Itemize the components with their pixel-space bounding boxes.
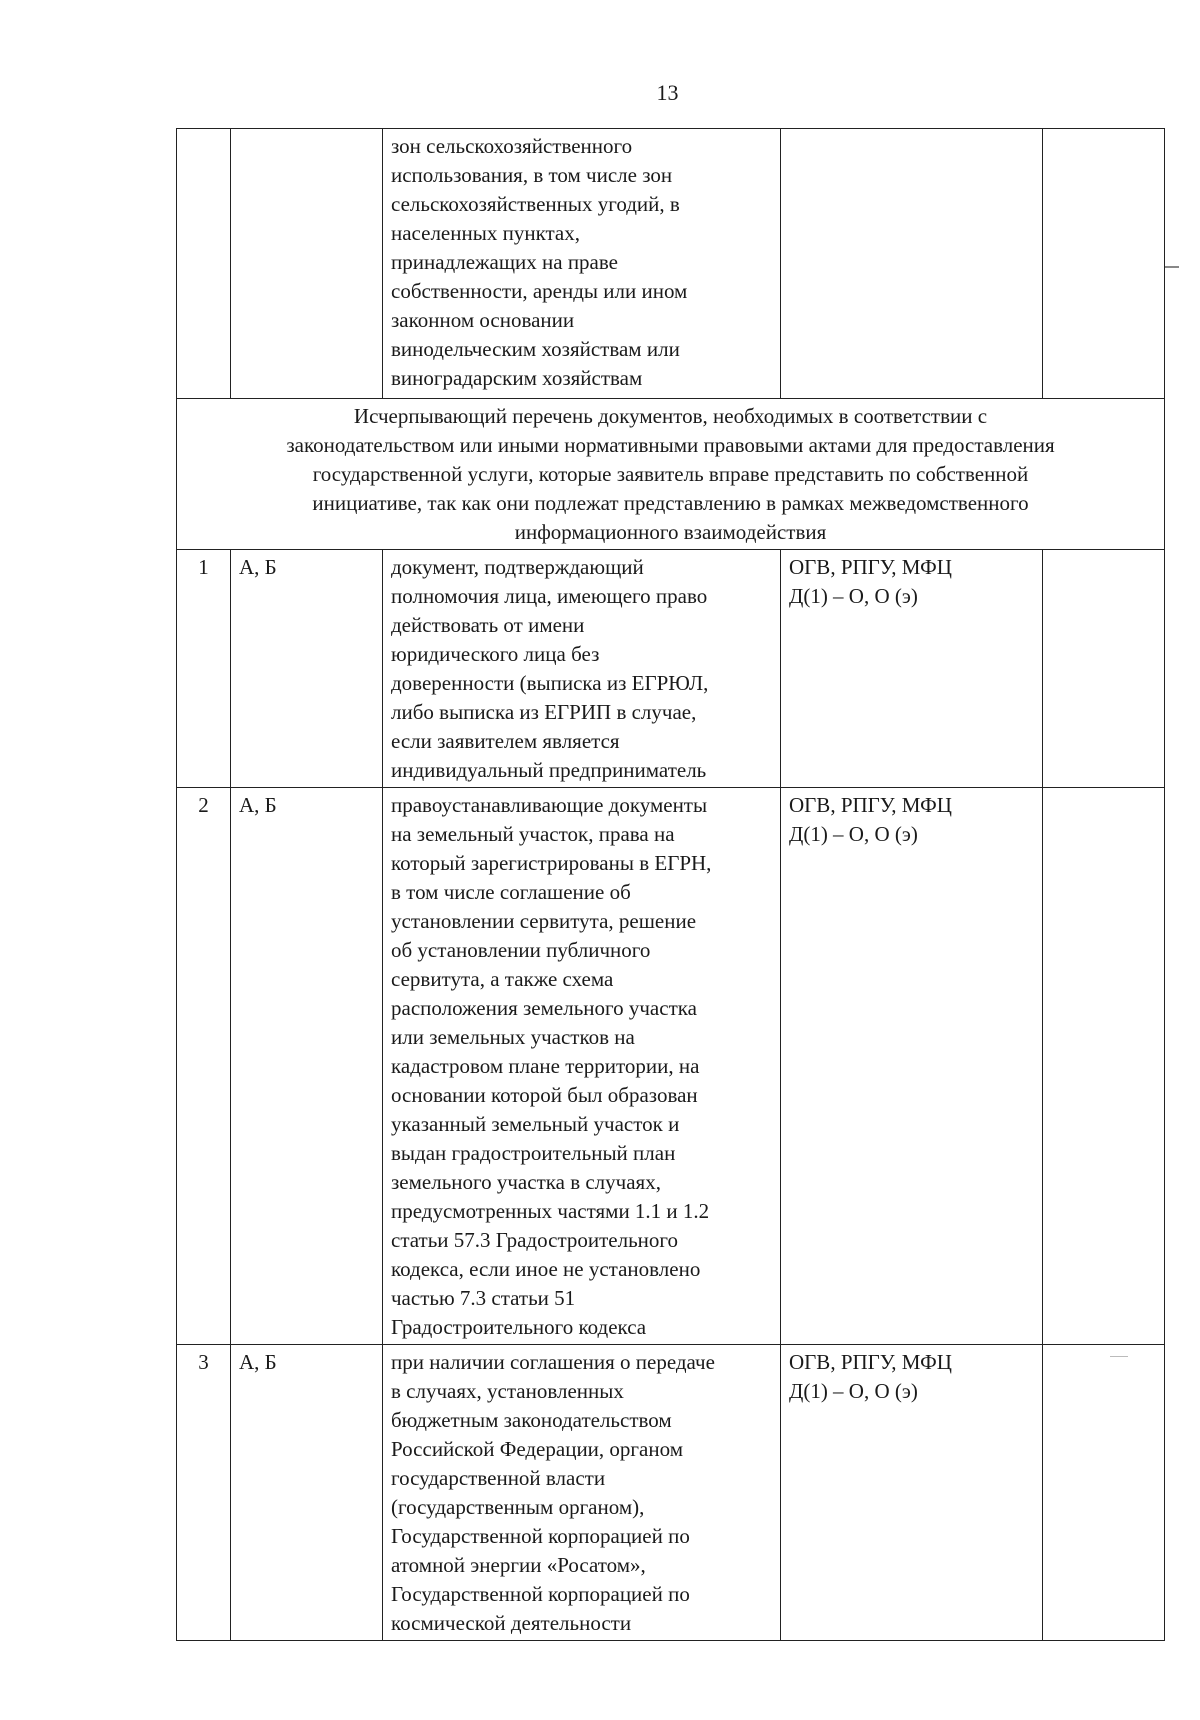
description-line: Российской Федерации, органом: [391, 1437, 683, 1461]
section-header-line: государственной услуги, которые заявитель вправе представить по собственной: [312, 462, 1029, 486]
documents-table: [176, 128, 1165, 1641]
table-row: [177, 550, 1165, 788]
description-line: виноградарским хозяйствам: [391, 366, 643, 390]
description-line: действовать от имени: [391, 613, 585, 637]
description-line: кодекса, если иное не установлено: [391, 1257, 701, 1281]
description-cell: [383, 129, 781, 399]
description-line: Градостроительного кодекса: [391, 1315, 647, 1339]
description-line: расположения земельного участка: [391, 996, 697, 1020]
description-line: атомной энергии «Росатом»,: [391, 1553, 646, 1577]
applicants-cell: А, Б: [231, 550, 383, 788]
channels-line: ОГВ, РПГУ, МФЦ: [789, 793, 952, 817]
description-line: собственности, аренды или ином: [391, 279, 688, 303]
scan-artifact: [1165, 266, 1179, 268]
description-line: винодельческим хозяйствам или: [391, 337, 680, 361]
description-line: в том числе соглашение об: [391, 880, 631, 904]
scan-artifact: [1110, 1356, 1128, 1357]
description-line: частью 7.3 статьи 51: [391, 1286, 576, 1310]
description-line: об установлении публичного: [391, 938, 651, 962]
row-number-cell: 3: [177, 1345, 231, 1641]
table-row: [177, 788, 1165, 1345]
description-line: или земельных участков на: [391, 1025, 635, 1049]
description-cell: [383, 550, 781, 788]
channels-cell: [781, 550, 1043, 788]
row-number-cell: 2: [177, 788, 231, 1345]
description-line: земельного участка в случаях,: [391, 1170, 661, 1194]
channels-cell: [781, 1345, 1043, 1641]
description-line: зон сельскохозяйственного: [391, 134, 633, 158]
description-line: кадастровом плане территории, на: [391, 1054, 700, 1078]
description-line: полномочия лица, имеющего право: [391, 584, 708, 608]
channels-cell: [781, 788, 1043, 1345]
description-line: статьи 57.3 Градостроительного: [391, 1228, 678, 1252]
description-line: указанный земельный участок и: [391, 1112, 680, 1136]
channels-cell: [781, 129, 1043, 399]
description-line: государственной власти: [391, 1466, 606, 1490]
row-number-cell: 1: [177, 550, 231, 788]
table-row-continuation: [177, 129, 1165, 399]
description-line: сервитута, а также схема: [391, 967, 614, 991]
extra-cell: [1043, 1345, 1165, 1641]
section-header-line: Исчерпывающий перечень документов, необходимых в соответствии с: [353, 404, 988, 428]
description-line: либо выписка из ЕГРИП в случае,: [391, 700, 697, 724]
description-cell: [383, 1345, 781, 1641]
description-line: в случаях, установленных: [391, 1379, 624, 1403]
description-cell: [383, 788, 781, 1345]
description-line: документ, подтверждающий: [391, 555, 644, 579]
channels-line: ОГВ, РПГУ, МФЦ: [789, 1350, 952, 1374]
description-line: доверенности (выписка из ЕГРЮЛ,: [391, 671, 709, 695]
page-number: 13: [656, 80, 679, 105]
channels-line: Д(1) – О, О (э): [789, 822, 918, 846]
description-line: если заявителем является: [391, 729, 620, 753]
description-line: (государственным органом),: [391, 1495, 645, 1519]
description-line: бюджетным законодательством: [391, 1408, 672, 1432]
description-line: индивидуальный предприниматель: [391, 758, 707, 782]
table-row: [177, 1345, 1165, 1641]
description-line: принадлежащих на праве: [391, 250, 618, 274]
applicants-cell: [231, 129, 383, 399]
description-line: космической деятельности: [391, 1611, 632, 1635]
description-line: юридического лица без: [391, 642, 600, 666]
description-line: который зарегистрированы в ЕГРН,: [391, 851, 712, 875]
channels-line: Д(1) – О, О (э): [789, 1379, 918, 1403]
description-line: Государственной корпорацией по: [391, 1582, 690, 1606]
description-line: при наличии соглашения о передаче: [391, 1350, 715, 1374]
applicants-cell: А, Б: [231, 788, 383, 1345]
description-line: законном основании: [391, 308, 575, 332]
description-line: на земельный участок, права на: [391, 822, 675, 846]
extra-cell: [1043, 550, 1165, 788]
channels-line: Д(1) – О, О (э): [789, 584, 918, 608]
description-line: установлении сервитута, решение: [391, 909, 697, 933]
extra-cell: [1043, 129, 1165, 399]
description-line: сельскохозяйственных угодий, в: [391, 192, 680, 216]
section-header-line: информационного взаимодействия: [514, 520, 827, 544]
description-line: основании которой был образован: [391, 1083, 698, 1107]
description-line: выдан градостроительный план: [391, 1141, 676, 1165]
channels-line: ОГВ, РПГУ, МФЦ: [789, 555, 952, 579]
description-line: Государственной корпорацией по: [391, 1524, 690, 1548]
row-number-cell: [177, 129, 231, 399]
description-line: предусмотренных частями 1.1 и 1.2: [391, 1199, 710, 1223]
section-header: [177, 399, 1165, 550]
section-header-line: инициативе, так как они подлежат представлению в рамках межведомственного: [312, 491, 1029, 515]
applicants-cell: А, Б: [231, 1345, 383, 1641]
section-header-line: законодательством или иными нормативными правовыми актами для предоставления: [286, 433, 1055, 457]
description-line: использования, в том числе зон: [391, 163, 673, 187]
description-line: правоустанавливающие документы: [391, 793, 708, 817]
description-line: населенных пунктах,: [391, 221, 580, 245]
section-header-row: [177, 399, 1165, 550]
extra-cell: [1043, 788, 1165, 1345]
